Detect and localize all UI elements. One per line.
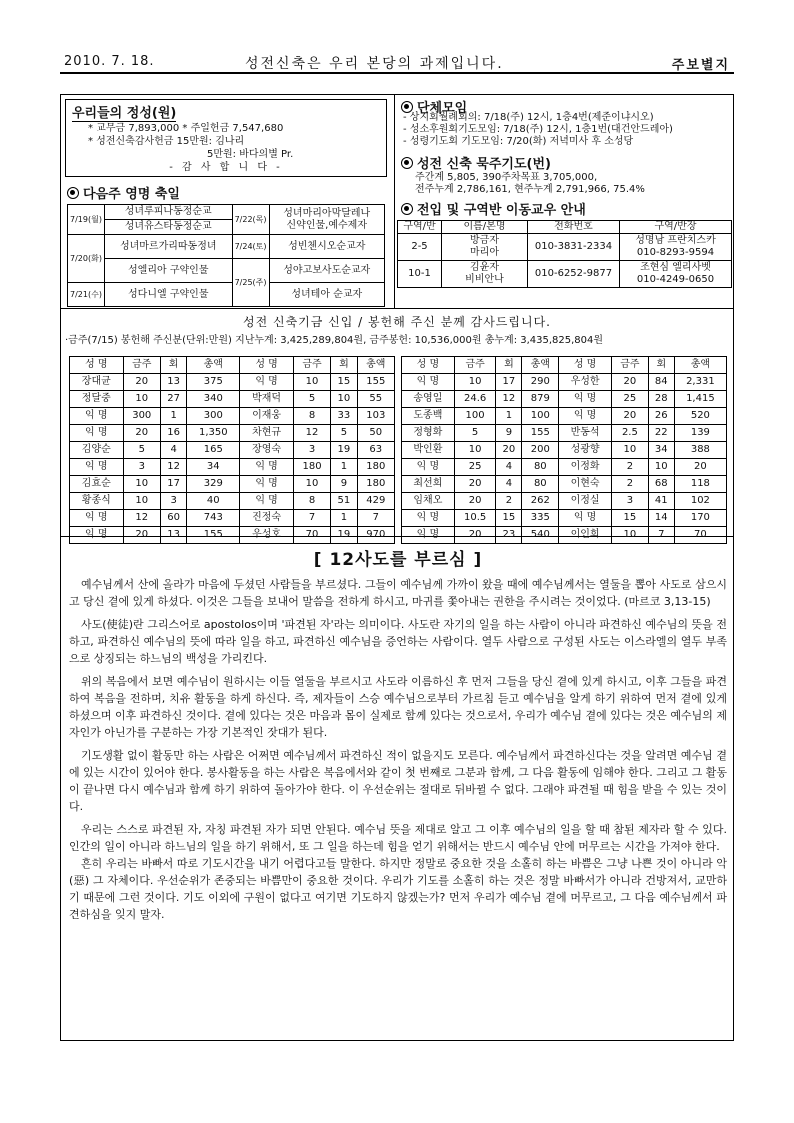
fund-cell: 375: [187, 374, 240, 391]
fund-cell: 3: [293, 442, 330, 459]
sermon-section: [60, 537, 734, 1041]
sermon-paragraph: 예수님께서 산에 올라가 마음에 두셨던 사람들을 부르셨다. 그들이 예수님께 가까이 왔을 때에 예수님께서는 열둘을 뽑아 사도로 삼으시고 당신 곁에 있게 하셨다. 이것은 그들을 보내어 말씀을 전하게 하시고, 마귀를 쫓아내는 권한을 주시려는 것이었다. (마르코 3,13-15): [69, 578, 727, 608]
sermon-title: [ 12사도를 부르심 ]: [313, 550, 483, 570]
fund-cell: 55: [357, 391, 394, 408]
column-header: 성 명: [240, 357, 294, 374]
fund-cell: 익 명: [70, 527, 124, 544]
fund-cell: 429: [357, 493, 394, 510]
fund-cell: 15: [331, 374, 357, 391]
fund-cell: 2: [611, 459, 648, 476]
fund-cell: 19: [331, 442, 357, 459]
fund-cell: 300: [123, 408, 160, 425]
transfer-phone: 010-6252-9877: [528, 261, 620, 288]
transfer-table: [397, 220, 732, 288]
feast-name: 성엘리아 구약인물: [104, 259, 232, 283]
fund-cell: 장대균: [70, 374, 124, 391]
fund-cell: 743: [187, 510, 240, 527]
table-row: [70, 459, 395, 476]
transfer-zone: 2-5: [398, 234, 442, 261]
fund-cell: 23: [496, 527, 522, 544]
fund-cell: 10: [123, 476, 160, 493]
feast-name: 성녀테아 순교자: [269, 283, 385, 307]
fund-cell: 13: [160, 527, 186, 544]
fund-cell: 20: [496, 442, 522, 459]
fund-cell: 10: [293, 476, 330, 493]
table-row: [70, 476, 395, 493]
fund-cell: 10: [454, 374, 496, 391]
fund-cell: 4: [160, 442, 186, 459]
fund-cell: 60: [160, 510, 186, 527]
fund-cell: 2: [496, 493, 522, 510]
fund-cell: 익 명: [402, 374, 455, 391]
column-header: 총액: [187, 357, 240, 374]
fund-cell: 340: [187, 391, 240, 408]
fund-cell: 3: [123, 459, 160, 476]
fund-cell: 180: [357, 459, 394, 476]
issue-date: 2010. 7. 18.: [64, 54, 155, 69]
column-header: 성 명: [70, 357, 124, 374]
fund-cell: 13: [160, 374, 186, 391]
column-header: 전화번호: [528, 221, 620, 234]
fund-cell: 40: [187, 493, 240, 510]
column-header: 회: [160, 357, 186, 374]
fund-cell: 익 명: [70, 408, 124, 425]
fund-cell: 24.6: [454, 391, 496, 408]
fund-cell: 8: [293, 493, 330, 510]
fund-cell: 10: [454, 442, 496, 459]
transfer-title: 전입 및 구역반 이동교우 안내: [401, 199, 586, 218]
transfer-name: 김윤자 비비안나: [442, 261, 528, 288]
fund-cell: 41: [648, 493, 674, 510]
fund-cell: 우성호: [240, 527, 294, 544]
column-header: 회: [648, 357, 674, 374]
groups-title: 단체모임: [401, 97, 467, 116]
fund-cell: 2: [611, 476, 648, 493]
sermon-paragraph: 사도(使徒)란 그리스어로 apostolos이며 '파견된 자'라는 의미이다. 사도란 자기의 일을 하는 사람이 아니라 파견하신 예수님의 뜻을 전하고, 파견하신 예수님의 뜻에 따라 일을 하고, 파견하신 예수님을 증언하는 사람이다. 열두 사람으로 구성된 사도는 이스라엘의 열두 부족으로 상징되는 하느님의 백성을 가리킨다.: [69, 618, 727, 665]
fund-cell: 반동석: [559, 425, 612, 442]
fund-cell: 12: [496, 391, 522, 408]
fund-cell: 16: [160, 425, 186, 442]
fund-cell: 20: [123, 425, 160, 442]
feast-title: 다음주 영명 축일: [67, 183, 180, 202]
table-row: [402, 374, 727, 391]
fund-cell: 329: [187, 476, 240, 493]
offering-line: * 성전신축감사헌금 15만원: 김나리: [88, 136, 245, 147]
column-header: 회: [331, 357, 357, 374]
fund-cell: 5: [123, 442, 160, 459]
table-row: [402, 476, 727, 493]
table-row: [402, 510, 727, 527]
column-header: 금주: [611, 357, 648, 374]
table-row: [398, 234, 732, 261]
transfer-leader: 성명남 프란치스카 010-8293-9594: [620, 234, 732, 261]
table-row: [70, 442, 395, 459]
fund-cell: 26: [648, 408, 674, 425]
fund-cell: 7: [648, 527, 674, 544]
fund-cell: 335: [522, 510, 559, 527]
feast-name: 성녀마르가리따동정녀: [104, 235, 232, 259]
table-row: [402, 425, 727, 442]
fund-cell: 879: [522, 391, 559, 408]
fund-cell: 이정실: [559, 493, 612, 510]
fund-cell: 100: [454, 408, 496, 425]
table-row: [70, 374, 395, 391]
fund-cell: 익 명: [402, 510, 455, 527]
fund-cell: 63: [357, 442, 394, 459]
fund-cell: 27: [160, 391, 186, 408]
fund-cell: 103: [357, 408, 394, 425]
feast-name: 성빈첸시오순교자: [269, 235, 385, 259]
fund-cell: 9: [496, 425, 522, 442]
fund-cell: 우성한: [559, 374, 612, 391]
fund-cell: 180: [293, 459, 330, 476]
fund-cell: 262: [522, 493, 559, 510]
transfer-phone: 010-3831-2334: [528, 234, 620, 261]
fund-cell: 익 명: [70, 459, 124, 476]
fund-cell: 익 명: [240, 493, 294, 510]
fund-cell: 익 명: [402, 527, 455, 544]
fund-table-right: [401, 356, 727, 544]
sermon-paragraph: 흔히 우리는 바빠서 따로 기도시간을 내기 어렵다고들 말한다. 하지만 정말로 중요한 것을 소홀히 하는 바쁨은 그냥 나쁜 것이 아니라 악(惡) 그 자체이다. 우선순위가 존중되는 바쁨만이 중요한 것이다. 우리가 기도를 소홀히 하는 것은 정말 바빠서가 아니라 건방져서, 교만하기 때문에 그런 것이다. 기도 이외에 구원이 없다고 여기면 기도하지 않겠는가? 먼저 우리가 예수님 곁에 머무르고, 그 다음 예수님께서 파견하심을 잊지 말자.: [69, 857, 727, 921]
fund-cell: 익 명: [559, 408, 612, 425]
fund-cell: 17: [160, 476, 186, 493]
table-row: [70, 493, 395, 510]
column-header: 구역/반: [398, 221, 442, 234]
fund-title: 성전 신축기금 신입 / 봉헌해 주신 분께 감사드립니다.: [243, 315, 551, 329]
fund-cell: 익 명: [240, 459, 294, 476]
fund-cell: 5: [293, 391, 330, 408]
fund-cell: 300: [187, 408, 240, 425]
fund-cell: 10: [123, 391, 160, 408]
fund-cell: 10: [293, 374, 330, 391]
fund-cell: 155: [357, 374, 394, 391]
feast-table: [67, 204, 385, 307]
column-header: 총액: [674, 357, 726, 374]
fund-cell: 2.5: [611, 425, 648, 442]
fund-cell: 100: [522, 408, 559, 425]
prayer-counts: [415, 172, 645, 196]
fund-cell: 5: [331, 425, 357, 442]
fund-summary: ·금주(7/15) 봉헌해 주신분(단위:만원) 지난누계: 3,425,289,804원, 금주봉헌: 10,536,000원 총누계: 3,435,825,804원: [65, 335, 604, 346]
fund-cell: 118: [674, 476, 726, 493]
fund-cell: 51: [331, 493, 357, 510]
fund-cell: 차현규: [240, 425, 294, 442]
bullet-circle-icon: [401, 203, 413, 215]
fund-cell: 102: [674, 493, 726, 510]
sermon-paragraph: 기도생활 없이 활동만 하는 사람은 어쩌면 예수님께서 파견하신 적이 없을지도 모른다. 예수님께서 파견하신다는 것을 알려면 예수님 곁에 있는 시간이 있어야 한다. 봉사활동을 하는 사람은 복음에서와 같이 첫 번째로 그분과 함께, 그 다음 활동에 임해야 한다. 그리고 그 활동이 끝나면 다시 예수님과 함께 하기 위하여 돌아가야 한다. 이 우선순위는 절대로 뒤바뀔 수 없다. 그래야 파견될 때 힘을 받을 수 있는 것이다.: [69, 749, 727, 813]
fund-cell: 20: [454, 493, 496, 510]
fund-cell: 80: [522, 476, 559, 493]
column-header: 금주: [454, 357, 496, 374]
fund-cell: 25: [611, 391, 648, 408]
fund-cell: 34: [648, 442, 674, 459]
feast-name: 성녀마리아막달레나 신약인물,예수제자: [269, 205, 385, 235]
fund-cell: 익 명: [240, 374, 294, 391]
fund-cell: 12: [123, 510, 160, 527]
fund-cell: 최선희: [402, 476, 455, 493]
offering-box: [65, 99, 387, 177]
fund-cell: 이인희: [559, 527, 612, 544]
column-header: 성 명: [559, 357, 612, 374]
offering-line: 5만원: 바다의별 Pr.: [207, 149, 294, 160]
fund-cell: 익 명: [559, 391, 612, 408]
fund-cell: 33: [331, 408, 357, 425]
fund-cell: 28: [648, 391, 674, 408]
fund-cell: 10: [648, 459, 674, 476]
header: [60, 52, 734, 74]
fund-cell: 1,350: [187, 425, 240, 442]
fund-cell: 이현숙: [559, 476, 612, 493]
table-row: [70, 425, 395, 442]
fund-cell: 4: [496, 476, 522, 493]
fund-cell: 10: [611, 442, 648, 459]
table-row: [398, 261, 732, 288]
fund-cell: 15: [496, 510, 522, 527]
fund-cell: 1: [160, 408, 186, 425]
fund-cell: 20: [123, 374, 160, 391]
feast-date: 7/21(수): [68, 283, 105, 307]
fund-cell: 익 명: [402, 459, 455, 476]
fund-cell: 김양순: [70, 442, 124, 459]
prayer-line: 주간계 5,805, 390주차목표 3,705,000,: [415, 172, 598, 183]
fund-cell: 20: [674, 459, 726, 476]
fund-cell: 200: [522, 442, 559, 459]
fund-cell: 정달중: [70, 391, 124, 408]
feast-date: 7/20(화): [68, 235, 105, 283]
fund-cell: 20: [123, 527, 160, 544]
fund-cell: 성광향: [559, 442, 612, 459]
parish-motto: 성전신축은 우리 본당의 과제입니다.: [245, 56, 504, 72]
fund-cell: 970: [357, 527, 394, 544]
fund-cell: 10: [611, 527, 648, 544]
column-header: 이름/본명: [442, 221, 528, 234]
table-row: [402, 442, 727, 459]
table-row: [70, 510, 395, 527]
fund-cell: 5: [454, 425, 496, 442]
table-row: [70, 391, 395, 408]
bullet-circle-icon: [401, 157, 413, 169]
fund-cell: 14: [648, 510, 674, 527]
column-header: 구역/반장: [620, 221, 732, 234]
fund-cell: 180: [357, 476, 394, 493]
fund-cell: 70: [293, 527, 330, 544]
feast-name: 성야고보사도순교자: [269, 259, 385, 283]
fund-cell: 50: [357, 425, 394, 442]
feast-date: 7/25(주): [232, 259, 269, 307]
bullet-circle-icon: [67, 187, 79, 199]
fund-cell: 10.5: [454, 510, 496, 527]
fund-cell: 이재웅: [240, 408, 294, 425]
bulletin-page: [60, 52, 734, 1041]
fund-cell: 7: [293, 510, 330, 527]
prayer-line: 전주누계 2,786,161, 현주누계 2,791,966, 75.4%: [415, 184, 645, 195]
fund-cell: 1: [331, 459, 357, 476]
fund-cell: 84: [648, 374, 674, 391]
offering-line: * 교무금 7,893,000 * 주일헌금 7,547,680: [88, 123, 284, 134]
table-row: [402, 408, 727, 425]
fund-cell: 김효순: [70, 476, 124, 493]
fund-cell: 도종백: [402, 408, 455, 425]
fund-cell: 20: [611, 408, 648, 425]
fund-cell: 290: [522, 374, 559, 391]
column-header: 총액: [357, 357, 394, 374]
fund-cell: 80: [522, 459, 559, 476]
fund-cell: 1,415: [674, 391, 726, 408]
fund-cell: 9: [331, 476, 357, 493]
fund-cell: 박재덕: [240, 391, 294, 408]
transfer-name: 방금자 마리아: [442, 234, 528, 261]
fund-cell: 이정화: [559, 459, 612, 476]
fund-cell: 15: [611, 510, 648, 527]
fund-cell: 1: [331, 510, 357, 527]
feast-name: 성다니엘 구약인물: [104, 283, 232, 307]
feast-date: 7/22(목): [232, 205, 269, 235]
fund-cell: 155: [187, 527, 240, 544]
fund-cell: 익 명: [240, 476, 294, 493]
fund-cell: 165: [187, 442, 240, 459]
bulletin-label: 주보별지: [671, 58, 730, 73]
fund-cell: 3: [160, 493, 186, 510]
fund-cell: 송영일: [402, 391, 455, 408]
fund-cell: 3: [611, 493, 648, 510]
table-row: [402, 459, 727, 476]
fund-cell: 7: [357, 510, 394, 527]
fund-cell: 황종식: [70, 493, 124, 510]
column-header: 회: [496, 357, 522, 374]
feast-name: 성녀유스타동정순교: [104, 220, 232, 235]
feast-date: 7/24(토): [232, 235, 269, 259]
fund-cell: 4: [496, 459, 522, 476]
fund-cell: 540: [522, 527, 559, 544]
fund-cell: 19: [331, 527, 357, 544]
fund-cell: 익 명: [70, 510, 124, 527]
list-item: - 성소후원회기도모임: 7/18(주) 12시, 1층1번(대건안드레아): [403, 124, 673, 135]
fund-cell: 388: [674, 442, 726, 459]
fund-cell: 12: [160, 459, 186, 476]
fund-cell: 장영숙: [240, 442, 294, 459]
fund-cell: 20: [454, 476, 496, 493]
fund-cell: 68: [648, 476, 674, 493]
fund-cell: 20: [611, 374, 648, 391]
fund-cell: 34: [187, 459, 240, 476]
transfer-leader: 조현심 엘리사벳 010-4249-0650: [620, 261, 732, 288]
offering-title: 우리들의 정성(원): [72, 102, 176, 122]
feast-date: 7/19(월): [68, 205, 105, 235]
groups-list: [403, 112, 673, 148]
table-row: [70, 408, 395, 425]
list-item: - 상지회월례회의: 7/18(주) 12시, 1층4번(제준이냐시오): [403, 112, 654, 123]
list-item: - 성령기도회 기도모임: 7/20(화) 저녁미사 후 소성당: [403, 136, 634, 147]
transfer-zone: 10-1: [398, 261, 442, 288]
feast-name: 성녀루피나동정순교: [104, 205, 232, 220]
prayer-title: 성전 신축 묵주기도(번): [401, 153, 551, 172]
left-column: [61, 95, 389, 308]
fund-cell: 70: [674, 527, 726, 544]
column-header: 금주: [123, 357, 160, 374]
sermon-paragraph: 위의 복음에서 보면 예수님이 원하시는 이들 열둘을 부르시고 사도라 이름하신 후 먼저 그들을 당신 곁에 있게 하시고, 이후 그들을 파견하여 복음을 전하며, 치유 활동을 하게 하신다. 즉, 제자들이 스승 예수님으로부터 가르침 듣고 예수님을 알게 하기 위하여 먼저 곁에 있게 하셨으며 이후 파견하신 것이다. 곁에 있다는 것은 마음과 몸이 실제로 함께 있다는 것으로서, 우리가 예수님 곁에 있다는 것은 예수님의 제자인가 아닌가를 구분하는 가장 기본적인 잣대가 된다.: [69, 675, 727, 739]
fund-cell: 임채오: [402, 493, 455, 510]
table-row: [402, 493, 727, 510]
fund-cell: 520: [674, 408, 726, 425]
fund-cell: 정형화: [402, 425, 455, 442]
fund-cell: 170: [674, 510, 726, 527]
right-column: [394, 95, 733, 308]
fund-cell: 25: [454, 459, 496, 476]
fund-cell: 17: [496, 374, 522, 391]
fund-cell: 155: [522, 425, 559, 442]
fund-cell: 1: [496, 408, 522, 425]
fund-cell: 22: [648, 425, 674, 442]
table-row: [402, 391, 727, 408]
fund-section: [60, 309, 734, 540]
fund-cell: 10: [123, 493, 160, 510]
column-header: 금주: [293, 357, 330, 374]
top-section: [60, 94, 734, 309]
fund-cell: 139: [674, 425, 726, 442]
fund-cell: 20: [454, 527, 496, 544]
sermon-paragraph: 우리는 스스로 파견된 자, 자칭 파견된 자가 되면 안된다. 예수님 뜻을 제대로 알고 그 이후 예수님의 일을 할 때 참된 제자라 할 수 있다. 인간의 일이 아니라 하느님의 일을 하기 위해서, 또 그 일을 하는데 힘을 얻기 위해서는 반드시 예수님 안에 머무르는 시간을 가져야 한다.: [69, 823, 727, 853]
fund-table-left: [69, 356, 395, 544]
fund-cell: 익 명: [70, 425, 124, 442]
fund-cell: 박인환: [402, 442, 455, 459]
column-header: 총액: [522, 357, 559, 374]
fund-cell: 익 명: [559, 510, 612, 527]
fund-cell: 2,331: [674, 374, 726, 391]
fund-cell: 8: [293, 408, 330, 425]
offering-thanks: - 감 사 합 니 다 -: [169, 162, 283, 173]
fund-cell: 진정숙: [240, 510, 294, 527]
fund-cell: 10: [331, 391, 357, 408]
fund-cell: 12: [293, 425, 330, 442]
column-header: 성 명: [402, 357, 455, 374]
